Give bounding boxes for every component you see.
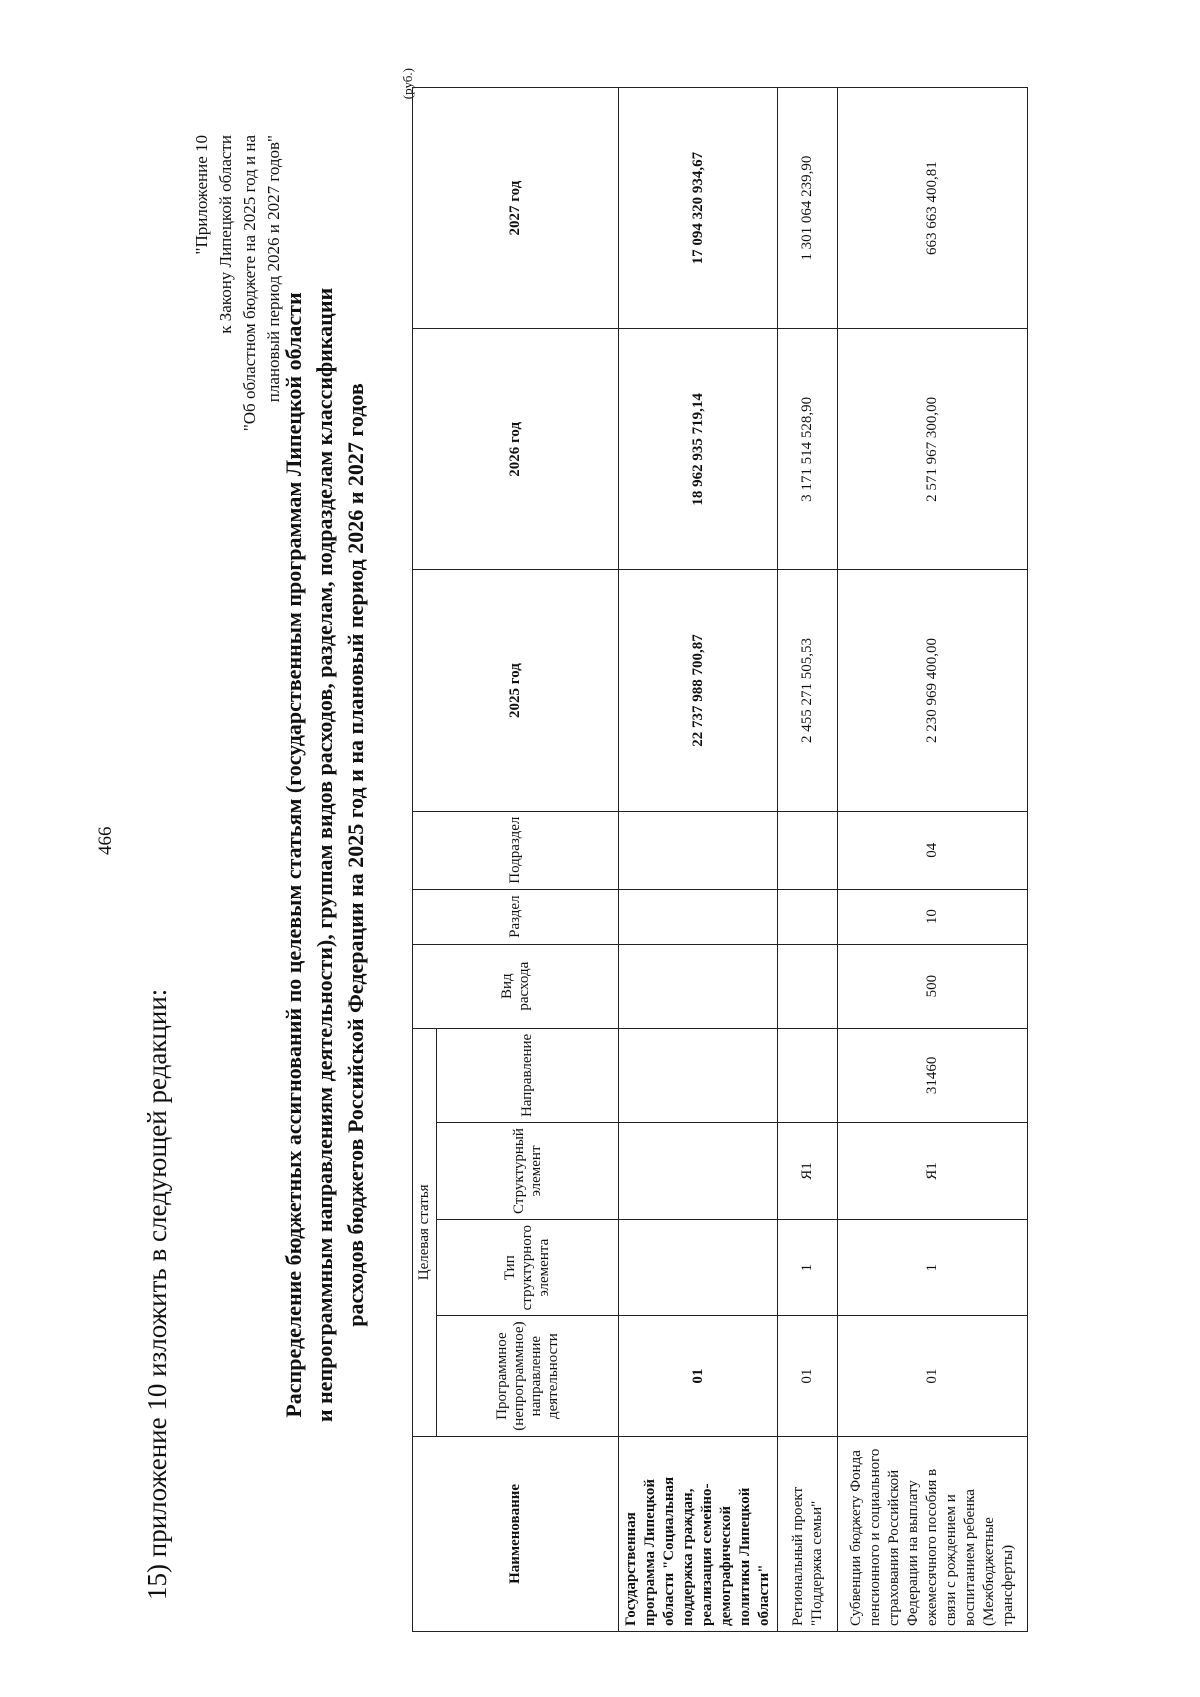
header-year-2025: 2025 год <box>413 570 619 811</box>
table-row <box>778 88 838 1632</box>
row-amount-2026: 3 171 514 528,90 <box>778 329 838 570</box>
row-amount-2026: 2 571 967 300,00 <box>838 329 1028 570</box>
row-amount-2027: 17 094 320 934,67 <box>619 88 778 329</box>
row-subsection <box>778 811 838 889</box>
header-expense-type: Вид расхода <box>413 944 619 1028</box>
row-type: 1 <box>778 1219 838 1315</box>
header-target-article: Целевая статья <box>413 1028 437 1436</box>
row-subsection: 04 <box>838 811 1028 889</box>
header-structural-type: Тип структурного элемента <box>437 1219 619 1315</box>
title-line: расходов бюджетов Российской Федерации на 2025 год и на плановый период 2026 и 2027 годов <box>343 383 368 1327</box>
row-amount-2027: 1 301 064 239,90 <box>778 88 838 329</box>
table-row <box>838 88 1028 1632</box>
row-expense <box>619 944 778 1028</box>
row-name: Государственная программа Липецкой области "Социальная поддержка граждан, реализация семейно-демографической политики Липецкой области" <box>619 1436 778 1631</box>
budget-table <box>412 87 1028 1632</box>
row-direction: 31460 <box>838 1028 1028 1122</box>
row-expense <box>778 944 838 1028</box>
title-line: и непрограммным направлениям деятельности), группам видов расходов, разделам, подразделам классификации <box>312 287 337 1423</box>
row-amount-2025: 2 230 969 400,00 <box>838 570 1028 811</box>
row-type <box>619 1219 778 1315</box>
header-structural-element: Структурный элемент <box>437 1123 619 1220</box>
row-section <box>778 889 838 944</box>
row-amount-2025: 22 737 988 700,87 <box>619 570 778 811</box>
amendment-text: 15) приложение 10 изложить в следующей редакции: <box>142 988 172 1600</box>
appendix-note-line: плановый период 2026 и 2027 годов" <box>264 135 283 403</box>
row-element: Я1 <box>838 1123 1028 1220</box>
header-direction: Направление <box>437 1028 619 1122</box>
row-section: 10 <box>838 889 1028 944</box>
appendix-note-line: "Приложение 10 <box>192 135 211 255</box>
row-name: Субвенции бюджету Фонда пенсионного и социального страхования Российской Федерации на выплату ежемесячного пособия в связи с рождением и воспитанием ребенка (Межбюджетные трансферты) <box>838 1436 1028 1631</box>
header-year-2026: 2026 год <box>413 329 619 570</box>
header-subsection: Подраздел <box>413 811 619 889</box>
appendix-note <box>190 135 286 615</box>
appendix-note-line: к Закону Липецкой области <box>216 135 235 334</box>
row-direction <box>778 1028 838 1122</box>
header-name: Наименование <box>413 1436 619 1631</box>
row-name: Региональный проект "Поддержка семьи" <box>778 1436 838 1631</box>
row-program: 01 <box>838 1316 1028 1436</box>
row-program: 01 <box>619 1316 778 1436</box>
row-section <box>619 889 778 944</box>
unit-label: (руб.) <box>400 68 415 100</box>
row-element <box>619 1123 778 1220</box>
row-amount-2025: 2 455 271 505,53 <box>778 570 838 811</box>
row-subsection <box>619 811 778 889</box>
row-amount-2027: 663 663 400,81 <box>838 88 1028 329</box>
rotated-page <box>90 40 1180 1660</box>
header-row <box>413 88 437 1632</box>
title-line: Распределение бюджетных ассигнований по целевым статьям (государственным программам Липецкой области <box>281 292 306 1418</box>
page-number: 466 <box>95 826 116 855</box>
row-amount-2026: 18 962 935 719,14 <box>619 329 778 570</box>
row-element: Я1 <box>778 1123 838 1220</box>
row-type: 1 <box>838 1219 1028 1315</box>
header-year-2027: 2027 год <box>413 88 619 329</box>
header-program-direction: Программное (непрограммное) направление деятельности <box>437 1316 619 1436</box>
table-row <box>619 88 778 1632</box>
row-direction <box>619 1028 778 1122</box>
row-expense: 500 <box>838 944 1028 1028</box>
document-title <box>278 90 371 1620</box>
row-program: 01 <box>778 1316 838 1436</box>
header-section: Раздел <box>413 889 619 944</box>
appendix-note-line: "Об областном бюджете на 2025 год и на <box>240 135 259 432</box>
